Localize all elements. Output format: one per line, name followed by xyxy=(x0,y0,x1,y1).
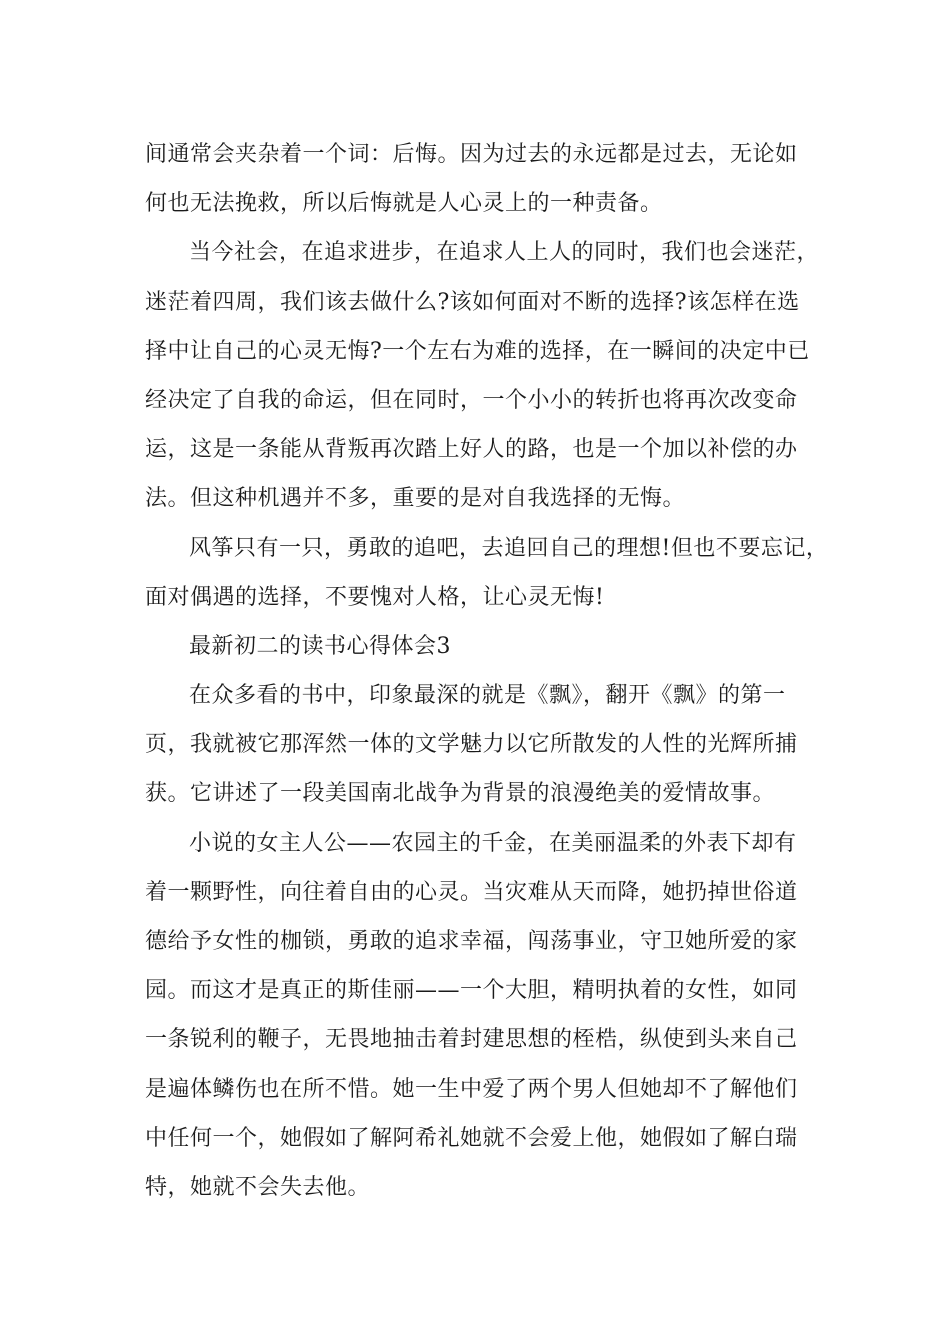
paragraph-start-line: 小说的女主人公——农园主的千金，在美丽温柔的外表下却有 xyxy=(189,830,797,856)
text-line: 德给予女性的枷锁，勇敢的追求幸福，闯荡事业，守卫她所爱的家 xyxy=(145,929,798,954)
text-line: 间通常会夹杂着一个词：后悔。因为过去的永远都是过去，无论如 xyxy=(145,142,798,167)
text-line: 经决定了自我的命运，但在同时，一个小小的转折也将再次改变命 xyxy=(145,387,798,413)
section-heading: 最新初二的读书心得体会3 xyxy=(189,633,451,659)
text-line: 何也无法挽救，所以后悔就是人心灵上的一种责备。 xyxy=(145,191,663,217)
text-line: 着一颗野性，向往着自由的心灵。当灾难从天而降，她扔掉世俗道 xyxy=(145,879,798,905)
text-line: 一条锐利的鞭子，无畏地抽击着封建思想的桎梏，纵使到头来自己 xyxy=(145,1027,798,1053)
text-line: 园。而这才是真正的斯佳丽——一个大胆，精明执着的女性，如同 xyxy=(145,978,798,1004)
text-line: 择中让自己的心灵无悔?一个左右为难的选择，在一瞬间的决定中已 xyxy=(145,338,810,364)
text-line: 法。但这种机遇并不多，重要的是对自我选择的无悔。 xyxy=(145,486,686,512)
paragraph-start-line: 当今社会，在追求进步，在追求人上人的同时，我们也会迷茫， xyxy=(189,240,820,266)
text-line: 特，她就不会失去他。 xyxy=(145,1174,371,1200)
text-line: 页，我就被它那浑然一体的文学魅力以它所散发的人性的光辉所捕 xyxy=(145,732,798,758)
text-line: 面对偶遇的选择，不要愧对人格，让心灵无悔! xyxy=(145,584,605,610)
text-line: 中任何一个，她假如了解阿希礼她就不会爱上他，她假如了解白瑞 xyxy=(145,1125,798,1151)
text-line: 迷茫着四周，我们该去做什么?该如何面对不断的选择?该怎样在选 xyxy=(145,289,800,315)
paragraph-start-line: 在众多看的书中，印象最深的就是《飘》，翻开《飘》的第一 xyxy=(189,683,786,709)
text-line: 获。它讲述了一段美国南北战争为背景的浪漫绝美的爱情故事。 xyxy=(145,781,776,807)
document-body xyxy=(145,130,829,1212)
text-line: 运，这是一条能从背叛再次踏上好人的路，也是一个加以补偿的办 xyxy=(145,437,798,463)
paragraph-start-line: 风筝只有一只，勇敢的追吧，去追回自己的理想!但也不要忘记， xyxy=(189,535,829,561)
text-line: 是遍体鳞伤也在所不惜。她一生中爱了两个男人但她却不了解他们 xyxy=(145,1076,798,1102)
